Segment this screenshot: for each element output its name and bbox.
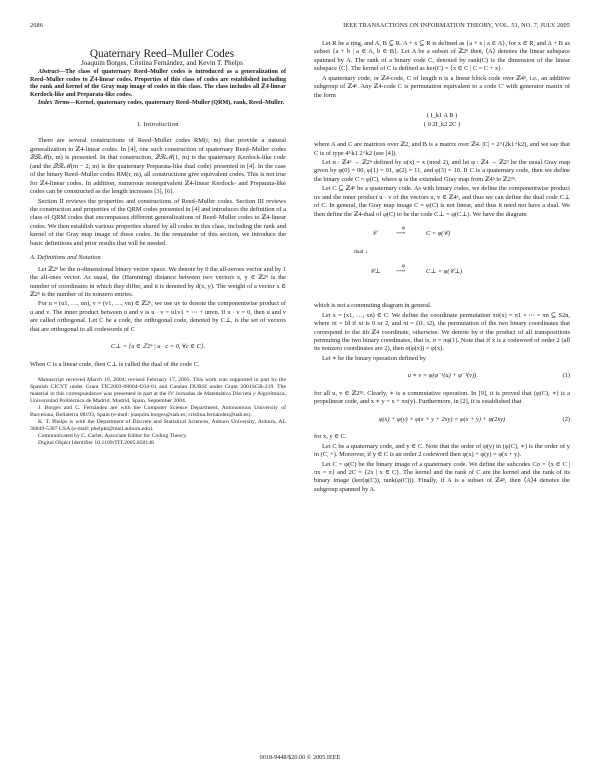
index-terms-text: Kernel, quaternary codes, quaternary Reed–Muller (QRM), rank, Reed–Muller. (75, 100, 285, 107)
body-paragraph: Let C ⊆ ℤ4ⁿ be a quaternary code. As with binary codes, we define the componentwise product uv and the inner product u · v of the vectors u, v ∈ ℤ4ⁿ, and thus we can define the dual code C⊥ of C. In general, the Gray map image C = φ(C) is not linear, and thus it need not have a dual. We then define the ℤ4-dual of φ(C) to be the code C⊥ = φ(C⊥). We have the diagram (314, 185, 570, 218)
body-paragraph: Let C be a quaternary code, and y ∈ C. Note that the order of φ(y) in (φ(C), ∗) is the order of y in (C, +). Moreover, if y ∈ C is an order 2 codeword then φ(x) + φ(y) = φ(x + y). (314, 442, 570, 459)
intro-paragraph: There are several constructions of Reed–Muller codes RM(r, m) that provide a natural generalization to ℤ4-linear codes. In [4], one such construction of quaternary Reed–Muller codes 𝒬ℛℳ(r, m) is presented. In that construction, 𝒬ℛℳ(1, m) is the quaternary Kerdock-like code (and the 𝒬ℛℳ(m − 2, m) is the quaternary Preparata-like dual code) presented in [4]. In the case of the binary Reed–Muller codes RM(r, m), all constructions give equivalent codes. This is not true for ℤ4-linear codes. In addition, numerous nonequivalent ℤ4-linear Kerdock- and Preparata-like codes can be constructed as the length increases [3], [6]. (30, 137, 286, 196)
body-paragraph: When C is a linear code, then C⊥ is called the dual of the code C. (30, 360, 200, 368)
body-paragraph: A quaternary code, or ℤ4-code, C of length n is a linear block code over ℤ4ⁿ, i.e., an additive subgroup of ℤ4ⁿ. Any ℤ4-code C is permutation equivalent to a code C′ with generator matrix of the form (314, 74, 570, 99)
running-header: IEEE TRANSACTIONS ON INFORMATION THEORY, VOL. 51, NO. 7, JULY 2005 (343, 22, 570, 29)
footnote-affiliation: J. Borges and C. Fernández are with the Computer Science Department, Autonomous University of Barcelona, Bellaterra 08193, Spain (e-mail: joaquim.borges@uab.es; cristina.fernandez@uab.es). (30, 405, 286, 419)
equation-body: u ∗ v = φ(φ⁻¹(u) + φ⁻¹(v)) (407, 372, 477, 380)
index-terms (30, 100, 286, 108)
matrix-row: ( 0 2I_k2 2C ) (423, 120, 461, 128)
footnote-received: Manuscript received March 16, 2004; revised February 17, 2005. This work was supported in part by the Spanish CICYT under Grant TIC2003-08604-C04-01 and Catalan DURSI under Grant 2001SGR-219. The material in this correspondence was presented in part at the IV Jornadas de Matemática Discreta y Algorítmica, Universidad Politécnica de Madrid, Madrid, Spain, September 2004. (30, 377, 286, 405)
footnote-doi: Digital Object Identifier 10.1109/TIT.2005.850148 (38, 440, 154, 447)
body-paragraph: Let α : ℤ4ⁿ → ℤ2ⁿ defined by α(x) = x (mod 2), and let φ : ℤ4 → ℤ2² be the usual Gray map given by φ(0) = 00, φ(1) = 01, φ(2) = 11, and φ(3) = 10. If C is a quaternary code, then we define the binary code C = φ(C), where φ is the extended Gray map from ℤ4ⁿ to ℤ2²ⁿ. (314, 158, 570, 183)
matrix-row: ( I_k1 A B ) (426, 112, 458, 120)
copyright-line: 0018-9448/$20.00 © 2005 IEEE (259, 754, 341, 761)
equation-body: φ(x) + φ(y) = φ(x + y + 2xy) = φ(x + y) + φ(2xy) (378, 415, 506, 423)
paper-title: Quaternary Reed–Muller Codes (89, 48, 235, 60)
diagram-dual-image: C⊥ = φ(𝒞⊥) (426, 268, 463, 276)
body-paragraph: Let ∗ be the binary operation defined by (322, 354, 426, 362)
intro-paragraph: Section II reviews the properties and constructions of Reed–Muller codes. Section III reviews the construction and properties of the QRM codes presented in [4] and introduces the definition of a class of QRM codes that encompasses different generalizations of Reed–Muller codes to ℤ4-linear codes. We then establish various properties shared by all codes in this class, including the rank and kernel of the Gray map image of these codes. In the remainder of this section, we introduce the basic definitions and prior results that will be needed. (30, 197, 286, 247)
body-paragraph: For u = (u1, …, un), v = (v1, …, vn) ∈ ℤ2ⁿ, we use uv to denote the componentwise product of u and v. The inner product between u and v is u · v = u1v1 + ⋯ + unvn. If u · v = 0, then u and v are called orthogonal. Let C be a code, the orthogonal code, denoted by C⊥, is the set of vectors that are orthogonal to all codewords of C (30, 300, 286, 333)
body-paragraph: Let x = (x1, …, xn) ∈ C. We define the coordinate permutation πσ(x) = π1 ∘ ⋯ ∘ πn ⊆ S2n, where πi = Id if xi is 0 or 2, and πi = (i1, i2), the permutation of the two binary coordinates that correspond to the ith ℤ4 coordinate, otherwise. We denote by σ the product of all transpositions permuting the two binary coordinates, that is, σ = πφ(1). Note that if x is a codeword of order 2 (all its nonzero coordinates are 2), then σ(φ(x)) = φ(x). (314, 311, 570, 353)
diagram-map-label: φ (402, 225, 406, 232)
diagram-image: C = φ(𝒞) (426, 230, 451, 238)
body-paragraph: for x, y ∈ C. (314, 433, 347, 441)
footnote-affiliation: K. T. Phelps is with the Department of Discrete and Statistical Sciences, Auburn University, Auburn, AL 36849-5307 USA (e-mail: phelpkt@mail.auburn.edu). (30, 419, 286, 433)
abstract (30, 69, 286, 99)
footnotes (30, 377, 286, 447)
abstract-label: Abstract— (38, 68, 66, 75)
index-terms-label: Index Terms— (38, 100, 76, 107)
equation-2 (314, 416, 570, 424)
equation-dual-code: C⊥ = {u ∈ ℤ2ⁿ | u · c = 0, ∀c ∈ C}. (110, 343, 206, 351)
body-paragraph: where A and C are matrices over ℤ2, and B is a matrix over ℤ4. |C| = 2^(2k1+k2), and we say that C is of type 4^k1 2^k2 (see [4]). (314, 141, 570, 157)
body-paragraph: for all u, v ∈ ℤ2²ⁿ. Clearly, ∗ is a commutative operation. In [9], it is proved that (φ(C), ∗) is a propelinear code, and x ∗ y = x + πx(y). Furthermore, in [2], it is established that (314, 389, 570, 406)
diagram-map-label: φ (402, 263, 406, 270)
abstract-text: The class of quaternary Reed–Muller codes is introduced as a generalization of Reed–Muller codes to ℤ4-linear codes. Properties of this class of codes are established including the rank and kernel of the Gray map image of codes in this class. The class includes all ℤ4-linear Kerdock-like and Preparata-like codes. (30, 68, 286, 98)
diagram-arrow: ⟶ (396, 268, 406, 276)
body-paragraph: Let ℤ2ⁿ be the n-dimensional binary vector space. We denote by 0 the all-zeroes vector and by 1 the all-ones vector. As usual, the (Hamming) distance between two vectors x, y ∈ ℤ2ⁿ is the number of coordinates in which they differ, and it is denoted by d(x, y). The weight of a vector x ∈ ℤ2ⁿ is the number of its nonzero entries. (30, 265, 286, 299)
left-column (30, 50, 286, 447)
diagram-code: 𝒞 (372, 230, 377, 238)
right-column (314, 40, 570, 495)
diagram-arrow: ⟶ (396, 230, 406, 238)
body-paragraph: which is not a commuting diagram in general. (314, 302, 432, 310)
section-heading-introduction: I. Introduction (137, 120, 179, 128)
equation-number: (2) (562, 415, 570, 423)
page-number: 2686 (30, 22, 43, 29)
diagram-dual-arrow: dual ↓ (354, 249, 368, 256)
footnote-editor: Communicated by C. Carlet, Associate Editor for Coding Theory. (38, 433, 188, 440)
diagram-dual-code: 𝒞⊥ (370, 268, 381, 276)
equation-number: (1) (562, 372, 570, 380)
subsection-heading-definitions: A. Definitions and Notation (30, 254, 101, 262)
commuting-diagram (314, 225, 570, 288)
body-paragraph: Let R be a ring, and A, B ⊆ R. A + x ⊆ R is defined as {a + x | a ∈ A}, for x ∈ R, and A + B as subset {a + b | a ∈ A, b ∈ B}. Let A be a subset of ℤ2ⁿ then, ⟨A⟩ denotes the linear subspace spanned by A. The rank of a binary code C, denoted by rank(C) is the dimension of the linear subspace ⟨C⟩. The kernel of C is defined as ker(C) = {x ∈ C | C = C + x}. (314, 40, 570, 73)
paper-authors: Joaquim Borges, Cristina Fernández, and Kevin T. Phelps (81, 59, 243, 68)
body-paragraph: Let C = φ(C) be the binary image of a quaternary code. We define the subcodes Cσ = {x ∈ C | πx = π} and 2C = {2x | x ∈ C}. The kernel and the rank of C are the kernel and the rank of its binary image (ker(φ(C)), rank(φ(C))). Finally, if A is a subset of ℤ4ⁿ, then ⟨A⟩4 denotes the subgroup spanned by A. (314, 460, 570, 493)
equation-1 (314, 372, 570, 380)
generator-matrix (314, 112, 570, 129)
